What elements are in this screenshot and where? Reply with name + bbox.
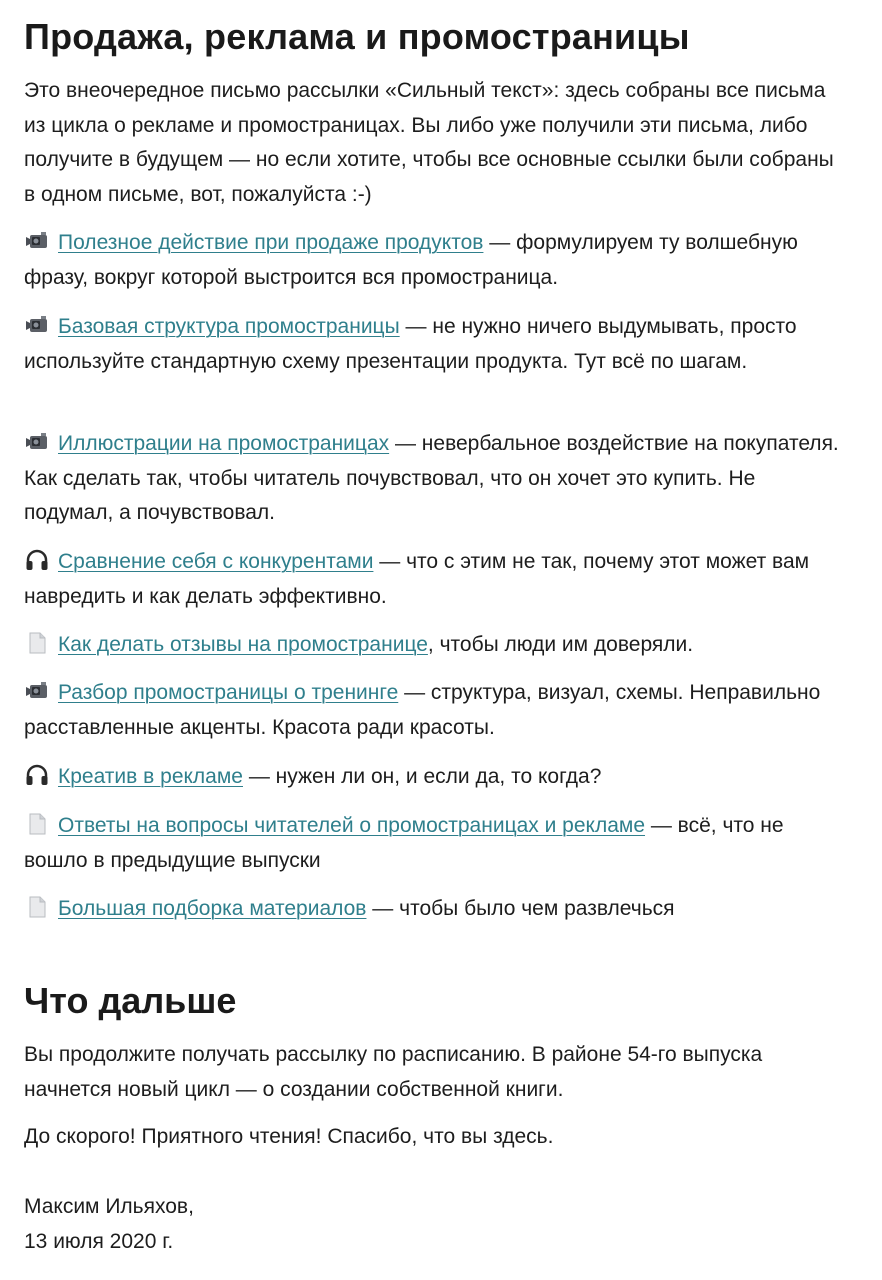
- item-description: — всё, что не вошло в предыдущие выпуски: [24, 814, 784, 872]
- item-link[interactable]: Сравнение себя с конкурентами: [58, 550, 374, 573]
- item-link[interactable]: Ответы на вопросы читателей о промостраницах и рекламе: [58, 814, 646, 837]
- item-description: — невербальное воздействие на покупателя. Как сделать так, чтобы читатель почувствовал, что он хочет это купить. Не подумал, а почувствовал.: [24, 432, 839, 524]
- item-link[interactable]: Креатив в рекламе: [58, 765, 243, 788]
- list-item: [24, 310, 844, 379]
- signature-date: 13 июля 2020 г.: [24, 1229, 174, 1253]
- item-description: — что с этим не так, почему этот может вам навредить и как делать эффективно.: [24, 550, 810, 608]
- item-link[interactable]: Разбор промостраницы о тренинге: [58, 681, 399, 704]
- item-description: — чтобы было чем развлечься: [366, 897, 675, 920]
- document-icon: [24, 632, 50, 654]
- list-item: [24, 809, 844, 878]
- list-item: [24, 760, 844, 795]
- video-camera-icon: [24, 230, 50, 252]
- video-camera-icon: [24, 680, 50, 702]
- video-camera-icon: [24, 314, 50, 336]
- item-link[interactable]: Как делать отзывы на промостранице: [58, 633, 428, 656]
- item-description: — структура, визуал, схемы. Неправильно расставленные акценты. Красота ради красоты.: [24, 681, 821, 739]
- section-heading-next: Что дальше: [24, 980, 237, 1021]
- signature-name: Максим Ильяхов,: [24, 1195, 194, 1218]
- item-link[interactable]: Базовая структура промостраницы: [58, 315, 400, 338]
- document-icon: [24, 896, 50, 918]
- video-camera-icon: [24, 431, 50, 453]
- item-description: — нужен ли он, и если да, то когда?: [242, 765, 602, 788]
- item-link[interactable]: Иллюстрации на промостраницах: [58, 432, 390, 455]
- item-link[interactable]: Большая подборка материалов: [58, 897, 367, 920]
- list-item: [24, 892, 844, 927]
- list-item: [24, 226, 844, 295]
- headphones-icon: [24, 764, 50, 786]
- signature: [24, 1190, 844, 1259]
- item-description: — формулируем ту волшебную фразу, вокруг которой выстроится вся промостраница.: [24, 231, 798, 289]
- item-link[interactable]: Полезное действие при продаже продуктов: [58, 231, 484, 254]
- goodbye-paragraph: До скорого! Приятного чтения! Спасибо, что вы здесь.: [24, 1125, 554, 1148]
- list-item: [24, 628, 844, 663]
- headphones-icon: [24, 549, 50, 571]
- list-item: [24, 427, 844, 531]
- list-item: [24, 676, 844, 745]
- item-description: — не нужно ничего выдумывать, просто используйте стандартную схему презентации продукта. Тут всё по шагам.: [24, 315, 797, 373]
- list-item: [24, 545, 844, 614]
- page-title: Продажа, реклама и промостраницы: [24, 16, 690, 57]
- intro-paragraph: Это внеочередное письмо рассылки «Сильный текст»: здесь собраны все письма из цикла о рекламе и промостраницах. Вы либо уже получили эти письма, либо получите в будущем — но если хотите, чтобы все основные ссылки были собраны в одном письме, вот, пожалуйста :-): [24, 79, 834, 206]
- next-paragraph: Вы продолжите получать рассылку по расписанию. В районе 54-го выпуска начнется новый цикл — о создании собственной книги.: [24, 1043, 763, 1101]
- document-icon: [24, 813, 50, 835]
- item-description: , чтобы люди им доверяли.: [427, 633, 694, 656]
